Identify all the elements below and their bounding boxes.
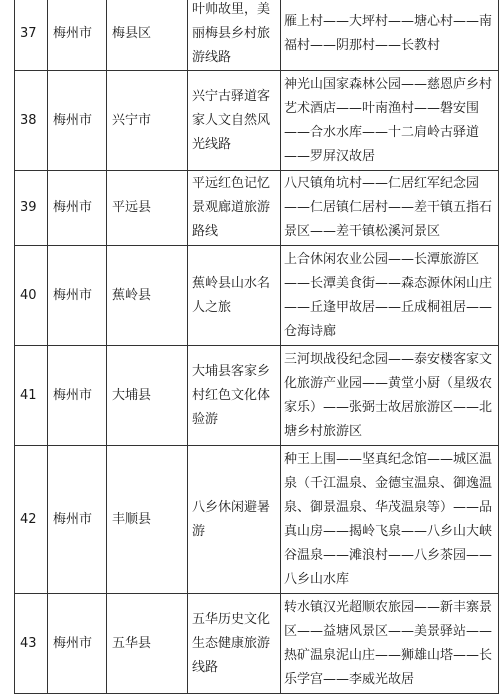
county-cell: 兴宁市	[107, 71, 188, 171]
row-number: 40	[15, 246, 48, 346]
route-detail-cell: 神光山国家森林公园——慈恩庐乡村艺术酒店——叶南渔村——磐安围——合水水库——十二肩岭古驿道——罗屏汉故居	[281, 71, 499, 171]
route-detail-cell: 雁上村——大坪村——塘心村——南福村——阴那村——长教村	[281, 0, 499, 71]
county-cell: 平远县	[107, 171, 188, 246]
city-cell: 梅州市	[48, 0, 107, 71]
table-row	[15, 171, 499, 246]
tourism-route-table	[14, 0, 499, 694]
table-row	[15, 0, 499, 71]
route-name-cell: 大埔县客家乡村红色文化体验游	[188, 346, 281, 446]
table-row	[15, 446, 499, 594]
route-name-cell: 五华历史文化生态健康旅游线路	[188, 594, 281, 694]
city-cell: 梅州市	[48, 446, 107, 594]
table-row	[15, 246, 499, 346]
city-cell: 梅州市	[48, 71, 107, 171]
county-cell: 大埔县	[107, 346, 188, 446]
row-number: 39	[15, 171, 48, 246]
city-cell: 梅州市	[48, 594, 107, 694]
table-row	[15, 346, 499, 446]
route-name-cell: 八乡休闲避暑游	[188, 446, 281, 594]
row-number: 42	[15, 446, 48, 594]
city-cell: 梅州市	[48, 171, 107, 246]
route-detail-cell: 上合休闲农业公园——长潭旅游区——长潭美食街——森态源休闲山庄——丘逢甲故居——丘成桐祖居——仓海诗廊	[281, 246, 499, 346]
route-detail-cell: 三河坝战役纪念园——泰安楼客家文化旅游产业园——黄堂小厨（星级农家乐）——张弼士故居旅游区——北塘乡村旅游区	[281, 346, 499, 446]
row-number: 41	[15, 346, 48, 446]
route-name-cell: 叶帅故里，美丽梅县乡村旅游线路	[188, 0, 281, 71]
county-cell: 五华县	[107, 594, 188, 694]
route-detail-cell: 种王上围——坚真纪念馆——城区温泉（千江温泉、金德宝温泉、御逸温泉、御景温泉、华茂温泉等）——品真山房——揭岭飞泉——八乡山大峡谷温泉——滩浪村——八乡茶园——八乡山水库	[281, 446, 499, 594]
city-cell: 梅州市	[48, 246, 107, 346]
route-detail-cell: 转水镇汉光超顺农旅园——新丰寨景区——益塘风景区——美景驿站——热矿温泉泥山庄——狮雄山塔——长乐学宫——李威光故居	[281, 594, 499, 694]
county-cell: 蕉岭县	[107, 246, 188, 346]
city-cell: 梅州市	[48, 346, 107, 446]
county-cell: 丰顺县	[107, 446, 188, 594]
route-name-cell: 蕉岭县山水名人之旅	[188, 246, 281, 346]
row-number: 43	[15, 594, 48, 694]
table-row	[15, 594, 499, 694]
route-name-cell: 兴宁古驿道客家人文自然风光线路	[188, 71, 281, 171]
county-cell: 梅县区	[107, 0, 188, 71]
table-row	[15, 71, 499, 171]
row-number: 38	[15, 71, 48, 171]
route-name-cell: 平远红色记忆景观廊道旅游路线	[188, 171, 281, 246]
route-detail-cell: 八尺镇角坑村——仁居红军纪念园——仁居镇仁居村——差干镇五指石景区——差干镇松溪河景区	[281, 171, 499, 246]
row-number: 37	[15, 0, 48, 71]
